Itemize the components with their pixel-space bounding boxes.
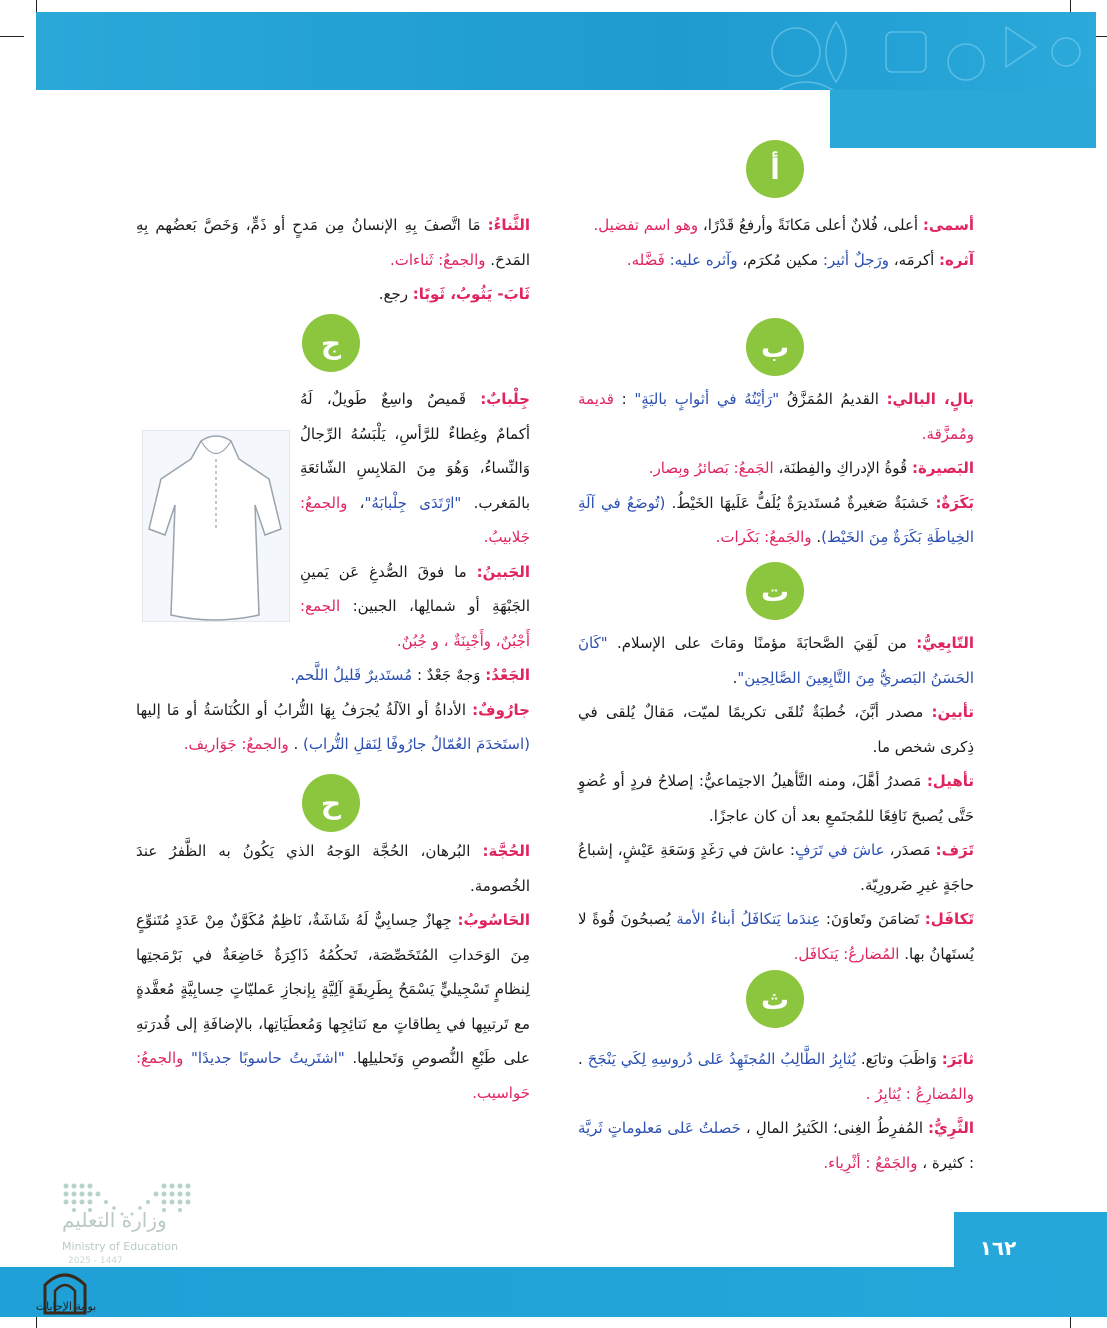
entry-definition: الأداةُ أو الآلَةُ يُجرَفُ بِهَا التُّرابُ أو الكُنَاسَةُ أو مَا إليها [136, 700, 473, 719]
section-letter-badge: ح [302, 774, 360, 832]
section-letter-badge: أ [746, 140, 804, 198]
right-column-section-ba [578, 382, 974, 555]
entry-note: الجمع: أَجْبُنٌ، وأَجْبِنَةٌ ، و جُبُنٌ. [300, 597, 530, 650]
glossary-entry [136, 208, 530, 277]
entry-definition: . [811, 528, 822, 546]
glossary-entry [578, 833, 974, 902]
section-letter-badge: ج [302, 314, 360, 372]
watermark-text: بوابة الإجابات [35, 1300, 97, 1313]
glossary-entry [136, 555, 530, 659]
entry-definition: مكين مُكرَم، [737, 250, 819, 269]
entry-definition: مَصدَر، [884, 841, 936, 859]
right-column-section-alif [578, 208, 974, 277]
crop-mark [0, 36, 24, 37]
entry-definition: ، [347, 493, 365, 512]
entry-term: الجَبينُ: [476, 562, 530, 581]
entry-note: والجمعُ: ثَناءات. [389, 250, 486, 269]
entry-definition: قَميصٌ واسِعٌ طَويلٌ، لَهُ أكمامٌ وغِطاءٌ للرَّأسِ، يَلْبَسُهُ الرِّجالُ وَالنِّساءُ، وَهُوَ مِنَ المَلابِسِ الشّائعَةِ بالمَغرب. [300, 390, 530, 512]
glossary-entry [578, 486, 974, 555]
entry-term: ثابَرَ: [941, 1050, 974, 1068]
entry-definition: مَصدرُ أهَّلَ، ومنه التَّأهيلُ الاجتِماعيُّ: إصلاحُ فردٍ أو عُضوٍ حَتَّى يُصبحَ نَافِعًا للمُجتَمعِ بعد أن كان عاجزًا. [578, 772, 974, 825]
entry-definition: . [288, 735, 304, 753]
header-band-extension [830, 90, 1096, 148]
entry-note: المُضارعُ: يَتكافَل. [793, 944, 900, 963]
entry-term: بَكَرَةٌ: [935, 493, 974, 512]
entry-definition: وَاظَبَ وتابَع. [855, 1050, 942, 1068]
entry-example: عاشَ في تَرَفٍ [794, 841, 885, 859]
entry-definition: القديمُ المُمَزَّقُ [779, 390, 887, 408]
entry-note: فَضَّله. [626, 250, 665, 269]
right-column-section-tha [578, 1042, 974, 1180]
entry-example: حَصلتُ عَلى مَعلوماتٍ ثَريَّة [578, 1119, 741, 1137]
entry-term: الثَّرِيُّ: [928, 1119, 974, 1137]
entry-definition: . [578, 1050, 588, 1068]
ministry-name-ar: وزارة التعليم [62, 1208, 167, 1232]
entry-term: تأبين: [931, 703, 974, 721]
entry-example: (استَخدَمَ العُمّالُ جارُوفًا لِنَقلِ التُّراب) [303, 735, 530, 753]
entry-term: التّابِعِيُّ: [916, 634, 974, 652]
entry-note: والمُضارِعُ : يُثابِرُ . [865, 1084, 974, 1103]
entry-term: الحُجَّة: [482, 842, 530, 860]
glossary-entry [578, 382, 974, 451]
glossary-entry [136, 834, 530, 903]
entry-term: الثَّناءُ: [487, 216, 530, 234]
entry-term: بالٍ، البالي: [886, 390, 974, 408]
entry-term: جارُوفٌ: [472, 700, 530, 719]
entry-example: ورَجلٌ أثير: [818, 250, 889, 269]
entry-term: الجَعْدُ: [485, 666, 530, 684]
entry-example: "كَانَ الحَسَنُ البَصريُّ مِنَ التَّابِعِينَ الصَّالِحِين" [578, 634, 974, 687]
entry-note: قديمة ومُمزَّقة. [578, 390, 974, 443]
glossary-entry [136, 903, 530, 1110]
entry-example: "رَأيْتُهُ في أثوابٍ باليَةٍ" [634, 390, 780, 408]
crop-mark [36, 0, 37, 12]
entry-term: ثَابَ- يَثُوبُ، ثَوبًا: [412, 285, 530, 303]
entry-definition: قُوةُ الإدراكِ والفِطنَة، [773, 459, 912, 477]
entry-term: تَرَف: [935, 841, 974, 859]
entry-term: جِلْبابٌ: [480, 390, 530, 408]
entry-definition: مصدر أبَّنَ، خُطبَةٌ تُلقَى تكريمًا لميّت، مَقالٌ يُلقى في ذِكرى شخص ما. [578, 703, 974, 756]
entry-note: والجمعُ: جَلابيبُ. [300, 493, 530, 546]
entry-example: يُثابِرُ الطَّالِبُ المُجتَهِدُ عَلى دُروسِهِ لِكَي يَنْجَحَ [587, 1050, 856, 1068]
section-letter-badge: ت [746, 562, 804, 620]
entry-note: والجمعُ: جَوَاريف. [183, 735, 289, 753]
entry-definition: رجع. [378, 285, 413, 303]
glossary-entry [578, 243, 974, 278]
glossary-entry [578, 695, 974, 764]
glossary-entry [578, 1042, 974, 1111]
entry-note: والجَمعُ: بَكَرات. [715, 528, 812, 546]
entry-definition: ما فوقَ الصُّدغِ عَن يَمينِ الجَبْهَةِ أو شمالِها، الجبين: [300, 562, 530, 615]
left-column-section-ha [136, 834, 530, 1110]
gate-logo-icon [30, 1255, 100, 1325]
footer-band [0, 1267, 1107, 1317]
entry-note: الجَمعُ: بَصائرُ وبِصار. [648, 459, 774, 477]
entry-definition: من لَقِيَ الصَّحابَةَ مؤمنًا ومَاتَ على الإسلام. [607, 634, 917, 652]
entry-example: مُستَديرٌ قَليلُ اللَّحم. [290, 666, 413, 684]
glossary-entry [136, 277, 530, 312]
left-column-section-jim [136, 382, 530, 762]
entry-term: تأهيل: [926, 772, 974, 790]
entry-example: (تُوضَعُ في آلَةِ الخِياطَةِ بَكَرَةٌ مِنَ الخَيْط) [578, 493, 974, 546]
glossary-entry [136, 382, 530, 555]
glossary-entry [578, 208, 974, 243]
entry-definition: جِهازٌ حِسابِيٌّ لَهُ شَاشَةٌ، نَاظِمٌ مُكَوَّنٌ مِنْ عَدَدٍ مُتَنوِّعٍ مِنَ الوَحَداتِ المُتَخَصِّصَة، تَحكُمُهُ ذَاكِرَةٌ خَاضِعَةٌ في بَرْمَجتِها لِنظامٍ تَسْجِيليٍّ يَسْمَحُ بِطَرِيقَةٍ آلِيَّةٍ بِإنجازِ عَمليّاتٍ حِسابِيَّةٍ مُعقَّدةٍ مع تَرتيبِها في بِطاقاتٍ مع نَتائِجِها وَمُعطَيَاتِها، بالإضافَةِ إلى قُدرَتهِ على طَبْعِ النُّصوصِ وَتَحليلِها. [136, 911, 531, 1067]
entry-term: آثره: [939, 250, 974, 269]
left-column-top-entries [136, 208, 530, 312]
glossary-entry [136, 693, 530, 762]
header-band [36, 12, 1096, 90]
entry-definition: : عاشَ في رَغَدٍ وَسَعَةِ عَيْشٍ، إشباعُ حاجَةٍ غيرِ ضَرورِيّة. [578, 841, 974, 894]
entry-definition: وَجهٌ جَعْدٌ : [412, 666, 486, 684]
glossary-entry [578, 1111, 974, 1180]
entry-definition: : [613, 390, 635, 408]
glossary-entry [578, 626, 974, 695]
entry-definition: أعلى، فُلانٌ أعلى مَكانَةً وأرفعُ قَدْرًا، [698, 216, 923, 234]
glossary-entry [136, 658, 530, 693]
entry-definition: مَا اتَّصفَ بِهِ الإنسانُ مِن مَدحٍ أو ذَمٍّ، وَخَصَّ بَعضُهم بِهِ المَدحَ. [136, 216, 530, 269]
entry-definition [183, 1049, 191, 1067]
entry-term: البَصيرة: [912, 459, 974, 477]
entry-example: وآثره عليه: [664, 250, 738, 269]
section-letter-badge: ث [746, 970, 804, 1028]
entry-example: عِندَما يَتكافَلُ أبناءُ الأمة [676, 910, 821, 928]
entry-note: والجمعُ: حَواسيب. [136, 1049, 530, 1102]
section-letter-badge: ب [746, 318, 804, 376]
right-column-section-ta [578, 626, 974, 971]
entry-definition: تَضامَنَ وتَعاوَنَ: [820, 910, 925, 928]
entry-example: "ارْتَدَى جِلْبابَهُ" [364, 493, 462, 512]
page-number: ١٦٢ [979, 1236, 1017, 1260]
entry-example: "اشتَريتُ حاسوبًا جديدًا" [191, 1049, 345, 1067]
ministry-year: 2025 - 1447 [68, 1256, 123, 1266]
entry-term: أسمى: [922, 216, 974, 234]
glossary-entry [578, 451, 974, 486]
entry-definition: يُصبحُونَ قُوةً لا يُستَهانُ بها. [578, 910, 974, 963]
entry-definition: خَشبَةٌ صَغيرةٌ مُستَديرَةٌ يُلَفُّ عَلَيهَا الخَيْطُ. [665, 493, 936, 512]
entry-term: الحَاسُوبُ: [457, 911, 530, 929]
entry-definition: . [732, 668, 738, 687]
entry-note: وهو اسم تفضيل. [593, 216, 699, 234]
entry-note: والجَمْعُ : أثْرِياء. [823, 1153, 918, 1172]
glossary-entry [578, 764, 974, 833]
ministry-name-en: Ministry of Education [62, 1240, 179, 1253]
glossary-entry [578, 902, 974, 971]
entry-term: تَكافَل: [924, 910, 974, 928]
pattern-decoration-icon [736, 12, 1096, 90]
entry-definition: : كثيرة ، [917, 1153, 974, 1172]
entry-definition: البُرهان، الحُجَّة الوَجهُ الذي يَكُونُ به الظَّفرُ عندَ الخُصومة. [136, 842, 530, 895]
entry-definition: أكرمَه، [888, 250, 940, 269]
entry-definition: المُفرِطُ الغِنى؛ الكَثيرُ المالِ ، [740, 1119, 929, 1137]
